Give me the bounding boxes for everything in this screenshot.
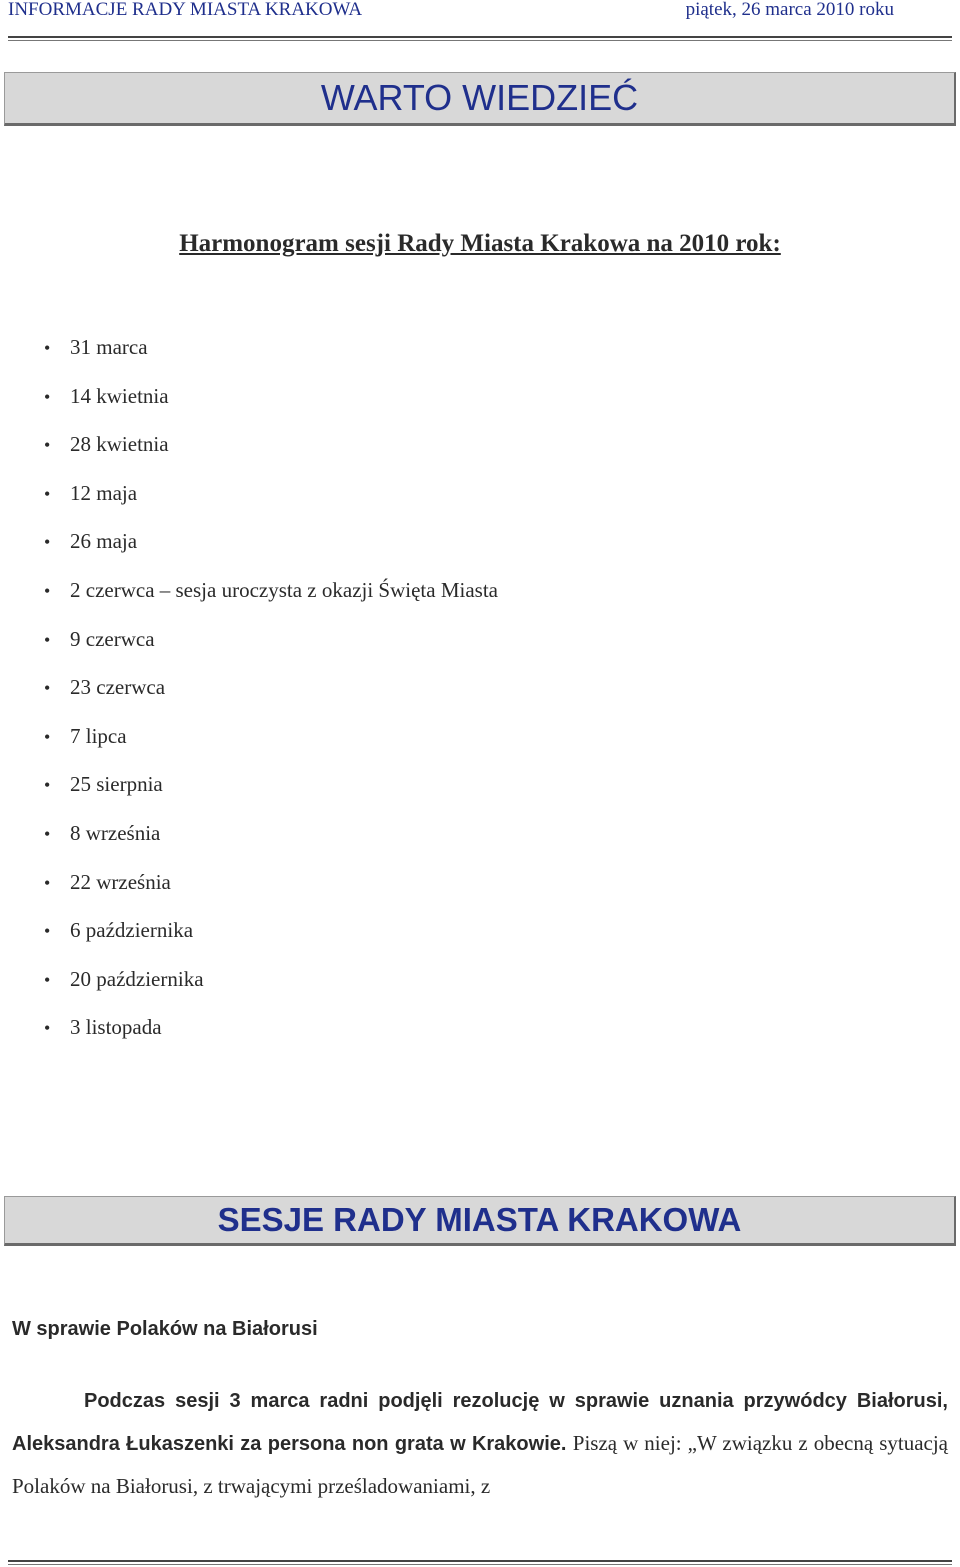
footer-rule-thin bbox=[8, 1564, 952, 1565]
footer-rule bbox=[8, 1560, 952, 1562]
list-item: • 7 lipca bbox=[44, 723, 127, 748]
header-rule bbox=[8, 36, 952, 38]
list-item: • 25 sierpnia bbox=[44, 772, 163, 797]
list-item: • 20 października bbox=[44, 966, 204, 991]
list-item: • 22 września bbox=[44, 869, 171, 894]
bullet-icon: • bbox=[44, 726, 51, 747]
list-item: • 23 czerwca bbox=[44, 675, 166, 700]
list-item: • 9 czerwca bbox=[44, 626, 155, 651]
bullet-icon: • bbox=[44, 338, 51, 358]
bullet-icon: • bbox=[44, 775, 51, 796]
bullet-icon: • bbox=[44, 435, 51, 456]
list-item: • 8 września bbox=[44, 820, 161, 845]
list-item: • 28 kwietnia bbox=[44, 432, 169, 457]
article-lead: Podczas sesji 3 marca radni podjęli rezolucję w sprawie uznania przywódcy Białorusi, Aleksandra Łukaszenki za persona non grata w Krakowie. bbox=[12, 1390, 948, 1455]
list-item: • 12 maja bbox=[44, 480, 138, 505]
page-header bbox=[0, 0, 960, 34]
bullet-icon: • bbox=[44, 386, 51, 407]
list-item: • 14 kwietnia bbox=[44, 383, 169, 408]
list-item: • 6 października bbox=[44, 918, 194, 943]
bullet-icon: • bbox=[44, 872, 51, 893]
issue-date: piątek, 26 marca 2010 roku bbox=[685, 0, 894, 20]
schedule-title: Harmonogram sesji Rady Miasta Krakowa na 2010 rok: bbox=[179, 230, 781, 257]
bullet-icon: • bbox=[44, 483, 51, 504]
section-banner-warto-wiedziec: WARTO WIEDZIEĆ bbox=[4, 72, 956, 126]
article-paragraph bbox=[12, 1380, 948, 1508]
list-item: • 3 listopada bbox=[44, 1015, 162, 1040]
session-dates-list bbox=[44, 334, 498, 1063]
bullet-icon: • bbox=[44, 823, 51, 844]
publication-title: INFORMACJE RADY MIASTA KRAKOWA bbox=[8, 0, 363, 20]
article-heading: W sprawie Polaków na Białorusi bbox=[12, 1318, 318, 1340]
bullet-icon: • bbox=[44, 1018, 51, 1039]
bullet-icon: • bbox=[44, 921, 51, 942]
section-banner-sesje: SESJE RADY MIASTA KRAKOWA bbox=[4, 1196, 956, 1246]
bullet-icon: • bbox=[44, 969, 51, 990]
list-item: • 2 czerwca – sesja uroczysta z okazji Święta Miasta bbox=[44, 577, 498, 602]
bullet-icon: • bbox=[44, 629, 51, 650]
list-item: • 26 maja bbox=[44, 529, 138, 554]
header-rule-thin bbox=[8, 40, 952, 41]
bullet-icon: • bbox=[44, 678, 51, 699]
bullet-icon: • bbox=[44, 580, 51, 601]
bullet-icon: • bbox=[44, 532, 51, 553]
article-body: Piszą w niej: „W związku z obecną sytuacją Polaków na Białorusi, z trwającymi prześladowaniami, z bbox=[12, 1431, 948, 1498]
list-item: • 31 marca bbox=[44, 335, 148, 359]
